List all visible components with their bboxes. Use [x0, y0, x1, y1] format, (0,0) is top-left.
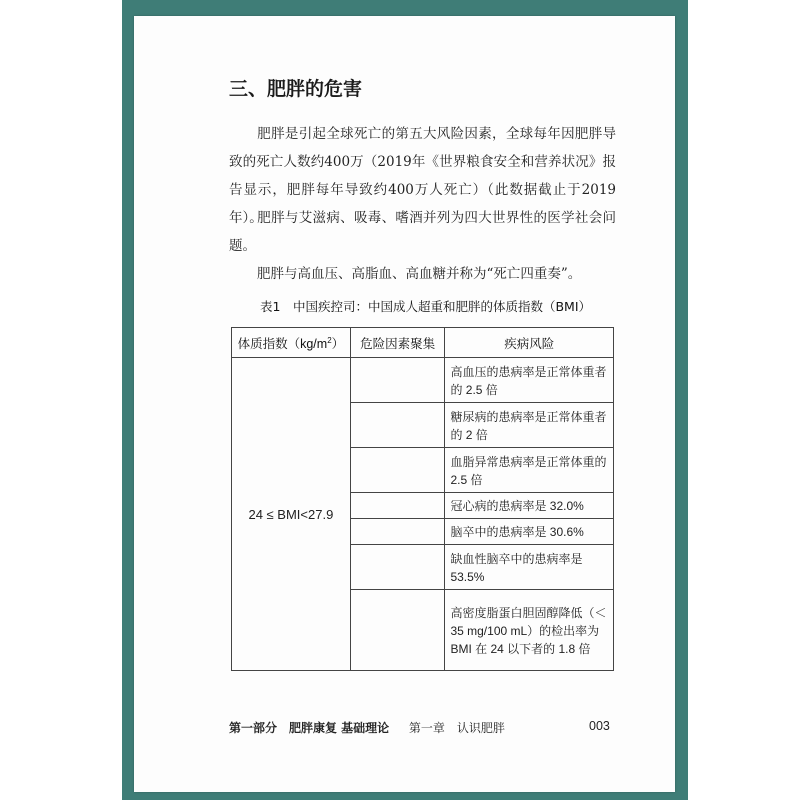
header-bmi-text: 体质指数（kg/m [237, 336, 328, 351]
header-risk: 疾病风险 [445, 328, 614, 358]
cluster-cell [350, 545, 445, 590]
footer-chapter: 第一章 认识肥胖 [408, 721, 505, 735]
header-bmi-sup: 2 [327, 335, 332, 345]
header-bmi-suffix: ） [331, 336, 345, 351]
cluster-cell [350, 519, 445, 545]
cluster-cell [350, 358, 445, 403]
risk-cell: 血脂异常患病率是正常体重的 2.5 倍 [445, 448, 614, 493]
page-number: 003 [589, 719, 610, 733]
section-heading: 三、肥胖的危害 [229, 78, 363, 100]
paragraph-3-text: 肥胖与高血压、高脂血、高血糖并称为“死亡四重奏”。 [257, 266, 582, 282]
table-row [232, 358, 614, 403]
paragraph-2 [229, 204, 616, 260]
risk-cell: 脑卒中的患病率是 30.6% [445, 519, 614, 545]
cluster-cell [350, 493, 445, 519]
risk-cell: 缺血性脑卒中的患病率是 53.5% [445, 545, 614, 590]
footer-part: 第一部分 肥胖康复 基础理论 [229, 721, 390, 735]
cluster-cell [350, 590, 445, 671]
header-cluster: 危险因素聚集 [350, 328, 445, 358]
risk-cell: 高血压的患病率是正常体重者的 2.5 倍 [445, 358, 614, 403]
paragraph-1-text: 肥胖是引起全球死亡的第五大风险因素，全球每年因肥胖导致的死亡人数约400万（2019年《世界粮食安全和营养状况》报告显示，肥胖每年导致约400万人死亡）（此数据截止于2019年）。 [229, 126, 616, 226]
paragraph-2-text: 肥胖与艾滋病、吸毒、嗜酒并列为四大世界性的医学社会问题。 [229, 210, 616, 254]
table-header-row [232, 328, 614, 358]
bmi-table [231, 327, 614, 671]
table-caption: 表1 中国疾控司：中国成人超重和肥胖的体质指数（BMI） [260, 299, 592, 314]
running-footer [229, 719, 505, 736]
risk-cell: 糖尿病的患病率是正常体重者的 2 倍 [445, 403, 614, 448]
paragraph-3 [229, 260, 616, 288]
risk-cell: 冠心病的患病率是 32.0% [445, 493, 614, 519]
bmi-range-cell: 24 ≤ BMI<27.9 [232, 358, 351, 671]
header-bmi [232, 328, 351, 358]
cluster-cell [350, 448, 445, 493]
risk-cell: 高密度脂蛋白胆固醇降低（＜ 35 mg/100 mL）的检出率为 BMI 在 24 以下者的 1.8 倍 [445, 590, 614, 671]
cluster-cell [350, 403, 445, 448]
